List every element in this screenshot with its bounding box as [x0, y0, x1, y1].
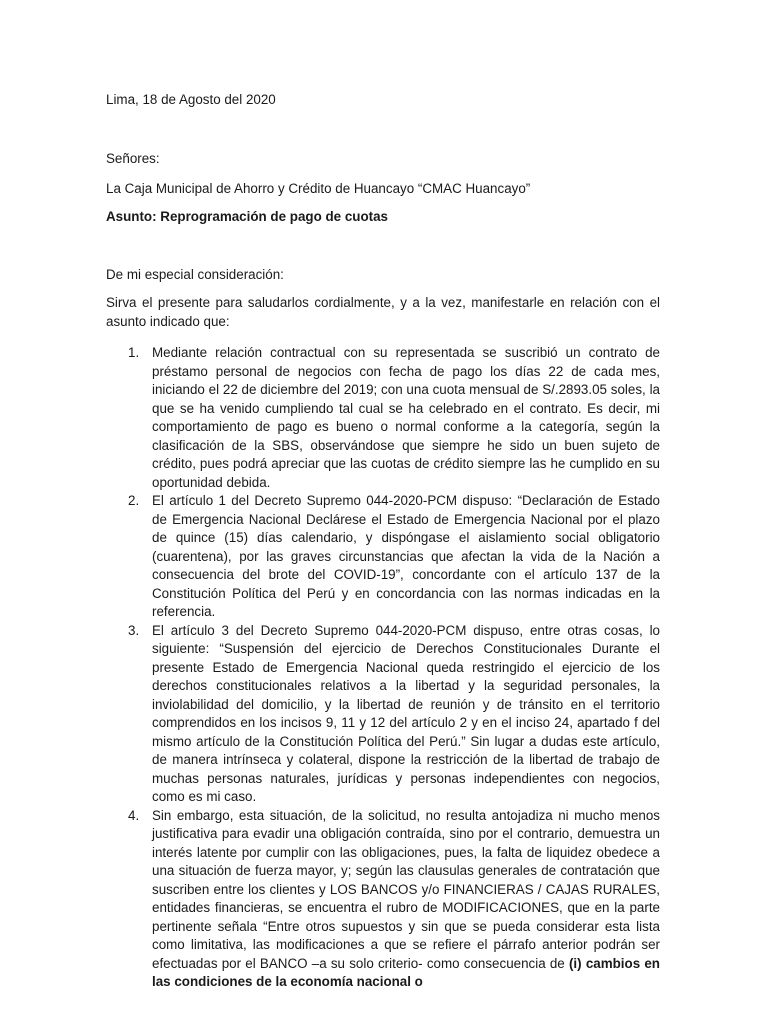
subject-line: Asunto: Reprogramación de pago de cuotas: [106, 209, 388, 224]
greeting-line: De mi especial consideración:: [106, 267, 284, 282]
list-item: [106, 807, 660, 989]
numbered-points-list: [106, 344, 660, 989]
list-item-text: Sin embargo, esta situación, de la solicitud, no resulta antojadiza ni mucho menos justificativa para evadir una obligación contraída, sino por el contrario, demuestra un interés latente por cumplir con las obligaciones, pues, la falta de liquidez obedece a una situación de fuerza mayor, y; según las clausulas generales de contratación que suscriben entre los clientes y LOS BANCOS y/o FINANCIERAS / CAJAS RURALES, entidades financieras, se encuentra el rubro de MODIFICACIONES, que en la parte pertinente señala “Entre otros supuestos y sin que se pueda considerar esta lista como limitativa, las modificaciones a que se refiere el párrafo anterior podrán ser efectuadas por el BANCO –a su solo criterio- como consecuencia de: [152, 807, 660, 971]
list-item-text: El artículo 3 del Decreto Supremo 044-2020-PCM dispuso, entre otras cosas, lo siguiente: “Suspensión del ejercicio de Derechos Constitucionales Durante el presente Estado de Emergencia Nacional queda restringido el ejercicio de los derechos constitucionales relativos a la libertad y la seguridad personales, la inviolabilidad del domicilio, y la libertad de reunión y de tránsito en el territorio comprendidos en los incisos 9, 11 y 12 del artículo 2 y en el inciso 24, apartado f del mismo artículo de la Constitución Política del Perú.” Sin lugar a dudas este artículo, de manera intrínseca y colateral, dispone la restricción de la libertad de trabajo de muchas personas naturales, jurídicas y personas independientes con negocios, como es mi caso.: [152, 622, 660, 804]
list-item-bold-text: (i) cambios en las condiciones de la economía nacional o: [152, 955, 660, 989]
recipient-line: La Caja Municipal de Ahorro y Crédito de Huancayo “CMAC Huancayo”: [106, 181, 531, 196]
list-item-number: 4.: [128, 807, 140, 823]
list-item-number: 1.: [128, 345, 140, 360]
date-line: Lima, 18 de Agosto del 2020: [106, 92, 276, 107]
list-item-text: El artículo 1 del Decreto Supremo 044-2020-PCM dispuso: “Declaración de Estado de Emergencia Nacional Declárese el Estado de Emergencia Nacional por el plazo de quince (15) días calendario, y dispóngase el aislamiento social obligatorio (cuarentena), por las graves circunstancias que afectan la vida de la Nación a consecuencia del brote del COVID-19”, concordante con el artículo 137 de la Constitución Política del Perú y en concordancia con las normas indicadas en la referencia.: [152, 493, 660, 619]
list-item-number: 3.: [128, 622, 140, 638]
list-item: [106, 344, 660, 492]
salutation-to: Señores:: [106, 151, 160, 166]
list-item: [106, 492, 660, 622]
list-item-number: 2.: [128, 493, 140, 508]
list-item-text: Mediante relación contractual con su representada se suscribió un contrato de préstamo personal de negocios con fecha de pago los días 22 de cada mes, iniciando el 22 de diciembre del 2019; con una cuota mensual de S/.2893.05 soles, la que se ha venido cumpliendo tal cual se ha celebrado en el contrato. Es decir, mi comportamiento de pago es bueno o normal conforme a la categoría, según la clasificación de la SBS, observándose que siempre he sido un buen sujeto de crédito, pues podrá apreciar que las cuotas de crédito siempre las he cumplido en su oportunidad debida.: [152, 345, 660, 490]
list-item: [106, 622, 660, 807]
intro-paragraph: Sirva el presente para saludarlos cordialmente, y a la vez, manifestarle en relación con el asunto indicado que:: [106, 295, 660, 329]
